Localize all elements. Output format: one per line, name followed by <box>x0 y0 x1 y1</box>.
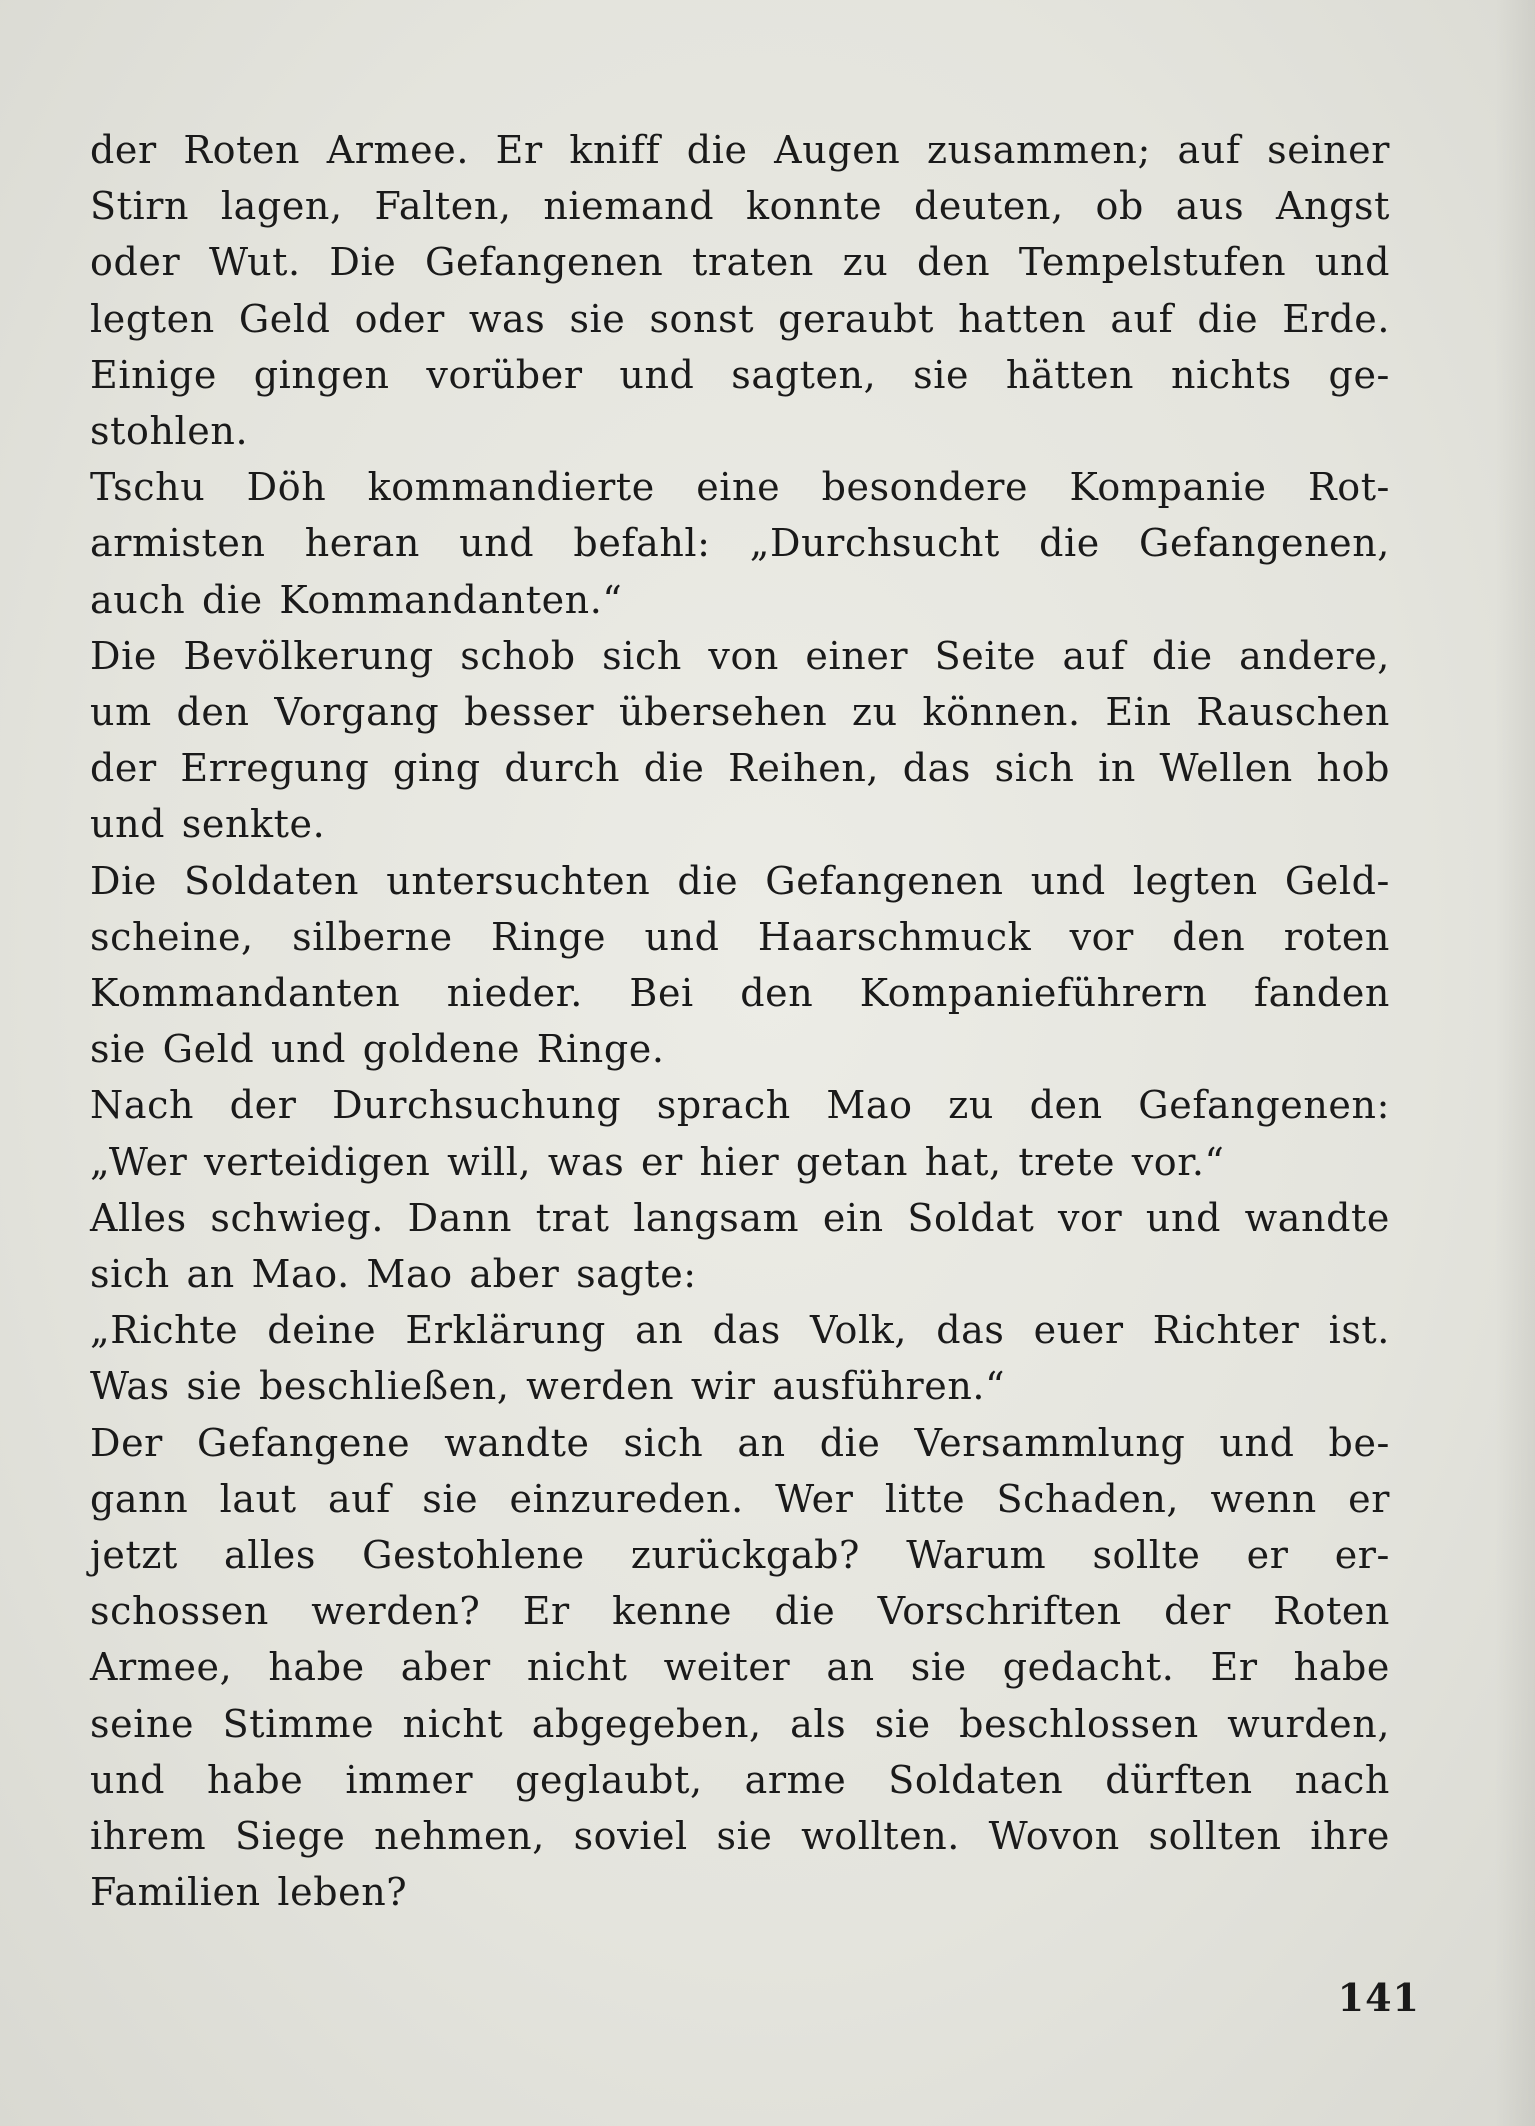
text-line: auch die Kommandanten.“ <box>90 577 623 622</box>
text-line: Die Bevölkerung schob sich von einer Seite auf die andere, <box>90 633 1390 678</box>
paragraph <box>90 122 1390 459</box>
text-line: legten Geld oder was sie sonst geraubt hatten auf die Erde. <box>90 296 1390 341</box>
text-line: Der Gefangene wandte sich an die Versammlung und be- <box>90 1420 1390 1465</box>
text-line: armisten heran und befahl: „Durchsucht die Gefangenen, <box>90 521 1390 566</box>
text-line: oder Wut. Die Gefangenen traten zu den Tempelstufen und <box>90 240 1390 285</box>
text-line: jetzt alles Gestohlene zurückgab? Warum sollte er er- <box>90 1533 1390 1578</box>
text-line: Kommandanten nieder. Bei den Kompanieführern fanden <box>90 971 1390 1016</box>
text-line: um den Vorgang besser übersehen zu können. Ein Rauschen <box>90 690 1390 735</box>
text-line: stohlen. <box>90 409 249 454</box>
text-line: scheine, silberne Ringe und Haarschmuck vor den roten <box>90 914 1390 959</box>
text-line: Armee, habe aber nicht weiter an sie gedacht. Er habe <box>90 1645 1390 1690</box>
text-line: Stirn lagen, Falten, niemand konnte deuten, ob aus Angst <box>90 184 1390 229</box>
text-line: gann laut auf sie einzureden. Wer litte Schaden, wenn er <box>90 1476 1390 1521</box>
paragraph <box>90 1077 1390 1189</box>
text-line: Einige gingen vorüber und sagten, sie hätten nichts ge- <box>90 352 1390 397</box>
text-line: der Roten Armee. Er kniff die Augen zusammen; auf seiner <box>90 128 1390 172</box>
paragraph <box>90 853 1390 1078</box>
text-line: Tschu Döh kommandierte eine besondere Kompanie Rot- <box>90 465 1390 510</box>
text-line: Familien leben? <box>90 1870 408 1915</box>
paragraph <box>90 1190 1390 1302</box>
text-line: schossen werden? Er kenne die Vorschriften der Roten <box>90 1589 1390 1634</box>
body-text <box>90 122 1390 1921</box>
text-line: Die Soldaten untersuchten die Gefangenen und legten Geld- <box>90 858 1390 903</box>
text-line: Was sie beschließen, werden wir ausführen.“ <box>90 1364 1006 1409</box>
text-line: „Richte deine Erklärung an das Volk, das euer Richter ist. <box>90 1308 1390 1353</box>
text-line: sie Geld und goldene Ringe. <box>90 1027 665 1072</box>
paragraph <box>90 628 1390 853</box>
text-line: ihrem Siege nehmen, soviel sie wollten. Wovon sollten ihre <box>90 1814 1390 1859</box>
text-line: der Erregung ging durch die Reihen, das sich in Wellen hob <box>90 746 1390 791</box>
text-line: und senkte. <box>90 802 326 847</box>
text-line: und habe immer geglaubt, arme Soldaten dürften nach <box>90 1757 1390 1802</box>
text-line: Alles schwieg. Dann trat langsam ein Soldat vor und wandte <box>90 1195 1390 1240</box>
text-line: sich an Mao. Mao aber sagte: <box>90 1252 697 1297</box>
text-line: seine Stimme nicht abgegeben, als sie beschlossen wurden, <box>90 1701 1390 1746</box>
text-line: Nach der Durchsuchung sprach Mao zu den Gefangenen: <box>90 1083 1390 1128</box>
page-edge-shadow <box>1495 0 1535 2126</box>
paragraph <box>90 1415 1390 1921</box>
page-number: 141 <box>1337 1975 1420 2020</box>
text-line: „Wer verteidigen will, was er hier getan hat, trete vor.“ <box>90 1139 1225 1184</box>
paragraph <box>90 1302 1390 1414</box>
paragraph <box>90 459 1390 628</box>
